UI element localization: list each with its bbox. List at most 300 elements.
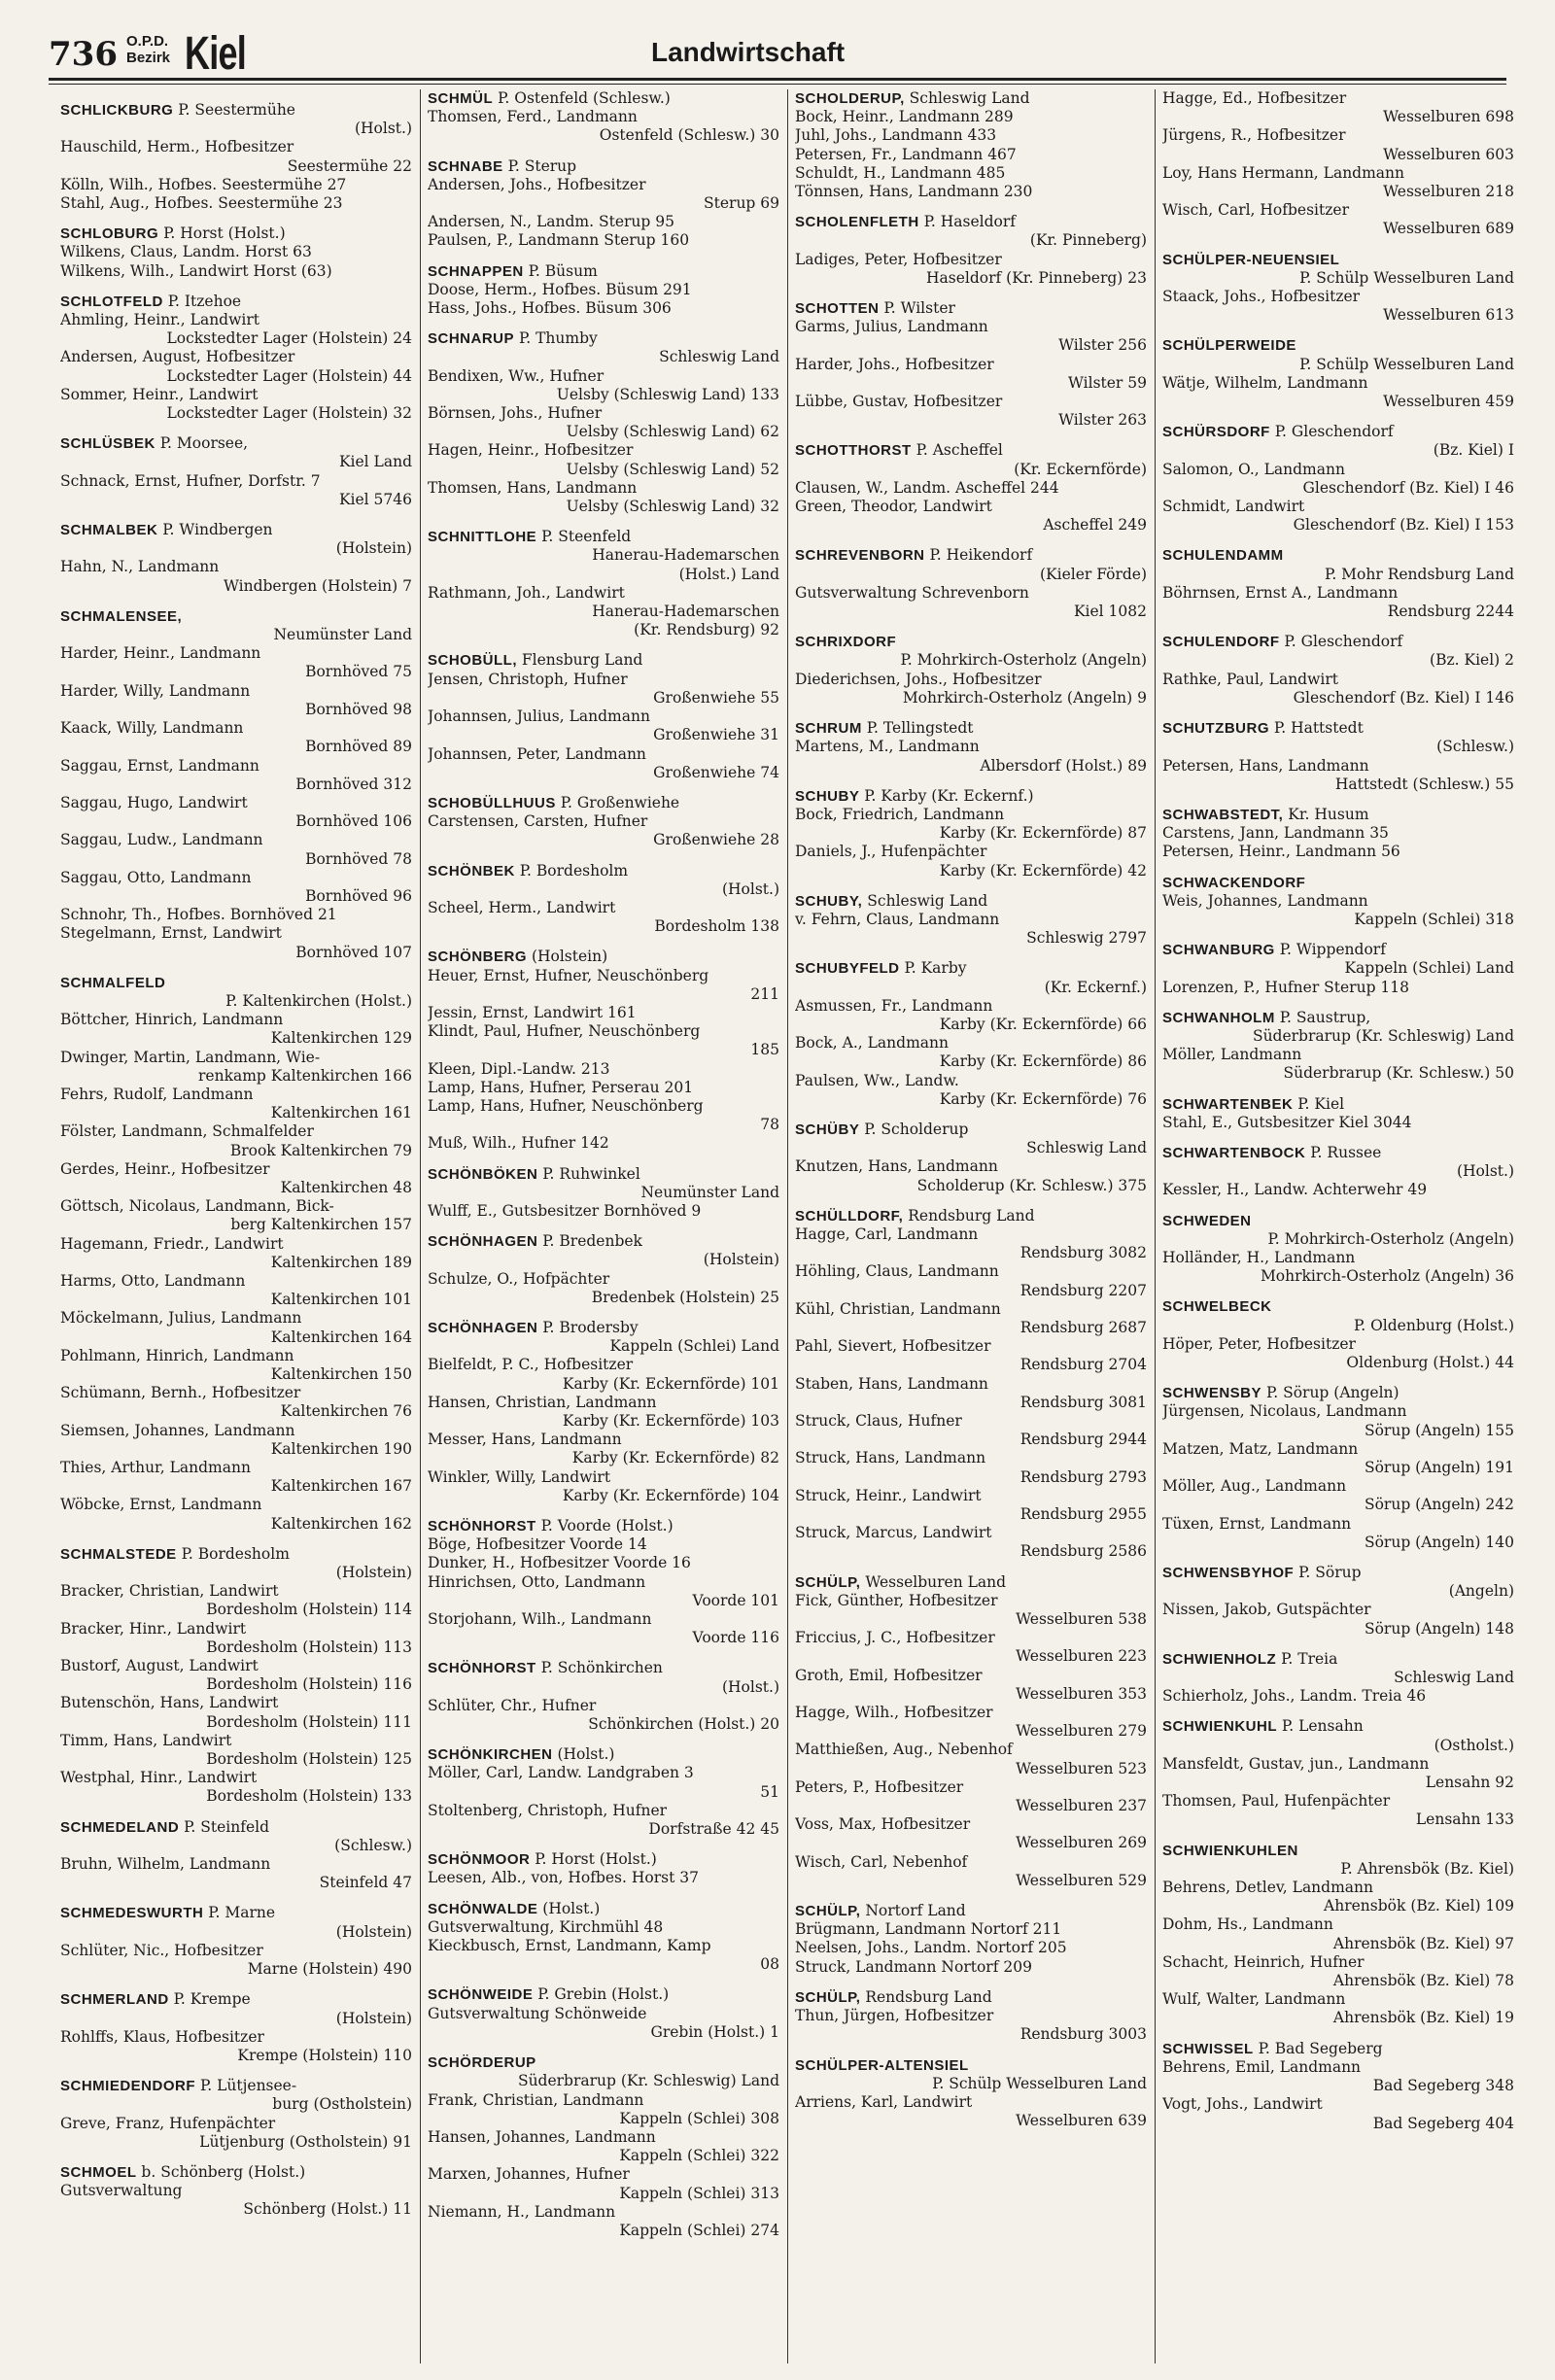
list-item <box>795 1592 1147 1629</box>
list-item <box>60 1011 412 1048</box>
list-item <box>1162 1477 1514 1514</box>
place-name: SCHRIXDORF <box>795 634 897 651</box>
entry-name: Butenschön, Hans, Landwirt <box>60 1694 279 1712</box>
entry-name: Saggau, Ernst, Landmann <box>60 756 259 775</box>
entry-phone: Wilster 256 <box>1058 336 1147 355</box>
entry-name: Rohlffs, Klaus, Hofbesitzer <box>60 2027 264 2046</box>
entry-name: Staack, Johs., Hofbesitzer <box>1162 288 1361 306</box>
post-office: P. Treia <box>1276 1649 1338 1668</box>
entry-phone: Lockstedter Lager (Holstein) 24 <box>166 329 412 348</box>
entry-name: Wätje, Wilhelm, Landmann <box>1162 373 1368 392</box>
post-office: P. Bredenbek <box>537 1232 642 1251</box>
place-heading <box>60 434 412 471</box>
list-item <box>60 1122 412 1159</box>
list-item <box>1162 1915 1514 1952</box>
place-name: SCHWENSBY <box>1162 1385 1262 1402</box>
post-office: Kr. Husum <box>1283 805 1369 823</box>
entry-phone: Wesselburen 269 <box>1016 1834 1147 1852</box>
list-item <box>1162 1440 1514 1477</box>
entry-name: Fölster, Landmann, Schmalfelder <box>60 1122 314 1141</box>
place-heading <box>428 1232 779 1269</box>
post-office: P. Großenwiehe <box>555 793 680 811</box>
place-name: SCHOLENFLETH <box>795 214 919 231</box>
place-heading <box>60 1990 412 2027</box>
place-name: SCHWENSBYHOF <box>1162 1565 1295 1582</box>
entry-name: Doose, Herm., Hofbes. Büsum 291 <box>428 280 692 298</box>
list-item <box>428 1802 779 1839</box>
place-heading <box>428 948 779 966</box>
entry-phone: Dorfstraße 42 45 <box>648 1820 779 1839</box>
place-name: SCHNAPPEN <box>428 262 524 280</box>
post-office: P. Sörup <box>1294 1564 1362 1582</box>
entry-name: Hass, Johs., Hofbes. Büsum 306 <box>428 299 672 318</box>
entry-phone: Schleswig 2797 <box>1026 929 1147 948</box>
place-name: SCHWIENHOLZ <box>1162 1650 1277 1668</box>
list-item <box>428 231 779 250</box>
entry-phone: Karby (Kr. Eckernförde) 76 <box>939 1089 1147 1108</box>
list-item <box>428 1022 779 1059</box>
entry-name: Böhrnsen, Ernst A., Landmann <box>1162 583 1399 602</box>
place-name: SCHMEDESWURTH <box>60 1905 204 1922</box>
entry-name: Stahl, E., Gutsbesitzer Kiel 3044 <box>1162 1113 1412 1131</box>
entry-phone: Lockstedter Lager (Holstein) 44 <box>166 366 412 385</box>
post-office: P. Steenfeld <box>536 528 632 546</box>
list-item <box>795 164 1147 183</box>
place-heading <box>795 719 1147 738</box>
entry-name: Wisch, Carl, Hofbesitzer <box>1162 201 1349 220</box>
place-heading <box>428 329 779 366</box>
entry-phone: Uelsby (Schleswig Land) 133 <box>556 385 779 403</box>
place-heading <box>60 607 412 644</box>
entry-name: Weis, Johannes, Landmann <box>1162 891 1368 910</box>
post-office: P. Sterup <box>502 156 577 175</box>
entry-name: Harder, Johs., Hofbesitzer <box>795 355 994 373</box>
entry-phone: Kappeln (Schlei) 274 <box>619 2221 779 2239</box>
place-heading <box>795 89 1147 108</box>
entry-phone: Uelsby (Schleswig Land) 62 <box>566 423 779 441</box>
entry-name: Pahl, Sievert, Hofbesitzer <box>795 1337 991 1356</box>
entry-phone: Bornhöved 78 <box>305 849 412 868</box>
post-office: P. Ruhwinkel <box>537 1164 640 1183</box>
place-name: SCHUBY, <box>795 892 863 910</box>
place-region: Kappeln (Schlei) Land <box>1344 959 1514 978</box>
list-item <box>1162 288 1514 325</box>
entry-name: Greve, Franz, Hufenpächter <box>60 2114 276 2132</box>
entry-name: Scheel, Herm., Landwirt <box>428 898 616 916</box>
entry-name: Böttcher, Hinrich, Landmann <box>60 1011 284 1029</box>
list-item <box>60 1235 412 1272</box>
place-name: SCHÜLLDORF, <box>795 1207 904 1224</box>
entry-phone: Windbergen (Holstein) 7 <box>223 576 412 595</box>
list-item <box>795 1375 1147 1412</box>
entry-name: Schümann, Bernh., Hofbesitzer <box>60 1384 301 1402</box>
list-item <box>60 311 412 348</box>
entry-phone: Rendsburg 2687 <box>1019 1318 1147 1336</box>
list-item <box>1162 201 1514 238</box>
entry-phone: Karby (Kr. Eckernförde) 104 <box>562 1486 779 1504</box>
entry-name: Muß, Wilh., Hufner 142 <box>428 1134 609 1153</box>
entry-name: Schuldt, H., Landmann 485 <box>795 163 1006 182</box>
entry-name: Hagen, Heinr., Hofbesitzer <box>428 441 634 460</box>
place-heading <box>795 1573 1147 1592</box>
page-number: 736 <box>49 35 118 74</box>
place-heading <box>60 1818 412 1855</box>
entry-name: Gerdes, Heinr., Hofbesitzer <box>60 1159 270 1178</box>
list-item <box>60 1197 412 1234</box>
place-region: (Holstein) <box>703 1251 779 1269</box>
entry-name: Tüxen, Ernst, Landmann <box>1162 1514 1352 1533</box>
post-office: P. Heikendorf <box>924 546 1033 565</box>
list-item <box>60 2028 412 2065</box>
list-item <box>1162 1687 1514 1706</box>
entry-phone: Gleschendorf (Bz. Kiel) I 46 <box>1302 478 1514 497</box>
place-name: SCHOTTHORST <box>795 442 912 460</box>
entry-phone: Rendsburg 2955 <box>1019 1505 1147 1524</box>
place-name: SCHWEDEN <box>1162 1212 1252 1229</box>
list-item <box>795 108 1147 126</box>
entry-phone: 185 <box>750 1041 779 1059</box>
post-office: P. Haseldorf <box>918 213 1016 231</box>
place-heading <box>1162 1212 1514 1249</box>
entry-phone: Süderbrarup (Kr. Schlesw.) 50 <box>1283 1064 1514 1083</box>
entry-name: Gutsverwaltung, Kirchmühl 48 <box>428 1917 664 1936</box>
entry-phone: Bad Segeberg 348 <box>1372 2077 1514 2095</box>
place-heading <box>428 1745 779 1764</box>
entry-name: Hagge, Wilh., Hofbesitzer <box>795 1704 993 1722</box>
entry-name: Wisch, Carl, Nebenhof <box>795 1852 968 1871</box>
entry-phone: Bornhöved 106 <box>295 812 412 831</box>
entry-name: Hagemann, Friedr., Landwirt <box>60 1234 284 1253</box>
post-office: P. Tellingstedt <box>861 719 974 738</box>
list-item <box>60 869 412 906</box>
entry-name: Rathmann, Joh., Landwirt <box>428 583 625 602</box>
entry-name: Saggau, Ludw., Landmann <box>60 831 263 849</box>
entry-phone: (Holst.) Land <box>678 565 779 583</box>
entry-phone: Wesselburen 353 <box>1016 1684 1147 1703</box>
entry-name: Lorenzen, P., Hufner Sterup 118 <box>1162 978 1410 996</box>
list-item <box>428 2165 779 2202</box>
entry-name: Stahl, Aug., Hofbes. Seestermühe 23 <box>60 194 343 213</box>
post-office: Schleswig Land <box>904 89 1030 107</box>
place-heading <box>1162 1095 1514 1114</box>
entry-name: Pohlmann, Hinrich, Landmann <box>60 1346 294 1364</box>
place-heading <box>795 1902 1147 1920</box>
post-office: P. Gleschendorf <box>1269 423 1394 441</box>
entry-phone: renkamp Kaltenkirchen 166 <box>198 1066 412 1085</box>
post-office: P. Bordesholm <box>514 861 629 880</box>
place-heading <box>795 1121 1147 1157</box>
place-heading <box>795 213 1147 250</box>
entry-phone: Bornhöved 312 <box>295 775 412 793</box>
entry-phone: Rendsburg 2244 <box>1387 603 1514 621</box>
entry-name: Andersen, N., Landm. Sterup 95 <box>428 213 674 231</box>
header-rule-thin <box>49 84 1506 85</box>
entry-name: Westphal, Hinr., Landwirt <box>60 1769 258 1787</box>
entry-name: Salomon, O., Landmann <box>1162 460 1345 478</box>
entry-phone: Gleschendorf (Bz. Kiel) I 153 <box>1293 516 1514 535</box>
post-office: P. Steinfeld <box>179 1817 269 1836</box>
place-heading <box>428 262 779 281</box>
entry-phone: Wilster 59 <box>1068 373 1147 392</box>
entry-phone: Bordesholm (Holstein) 111 <box>206 1712 412 1731</box>
place-name: SCHLOTFELD <box>60 293 163 310</box>
list-item <box>428 1937 779 1974</box>
list-item <box>1162 1792 1514 1829</box>
entry-name: Möller, Aug., Landmann <box>1162 1477 1347 1496</box>
post-office: P. Kiel <box>1293 1094 1345 1113</box>
entry-name: Diederichsen, Johs., Hofbesitzer <box>795 670 1042 688</box>
place-name: SCHÖNBEK <box>428 862 515 880</box>
place-name: SCHWANBURG <box>1162 942 1275 959</box>
place-name: SCHULENDAMM <box>1162 547 1284 565</box>
entry-name: Thun, Jürgen, Hofbesitzer <box>795 2007 994 2025</box>
place-region: Neumünster Land <box>273 626 412 644</box>
entry-name: Hansen, Johannes, Landmann <box>428 2127 656 2146</box>
list-item <box>60 194 412 213</box>
entry-name: Leesen, Alb., von, Hofbes. Horst 37 <box>428 1869 699 1887</box>
place-region: (Holstein) <box>335 1922 412 1941</box>
list-item <box>795 1704 1147 1741</box>
list-item <box>60 1086 412 1122</box>
place-region: P. Schülp Wesselburen Land <box>932 2074 1147 2092</box>
district-line-1: O.P.D. <box>126 33 169 50</box>
post-office: P. Russee <box>1305 1143 1382 1161</box>
place-region: P. Schülp Wesselburen Land <box>1299 355 1514 373</box>
list-item <box>60 2115 412 2152</box>
list-item <box>795 356 1147 393</box>
post-office: P. Thumby <box>514 329 598 348</box>
entry-phone: Wesselburen 603 <box>1383 145 1514 163</box>
place-name: SCHÖNHORST <box>428 1518 536 1535</box>
entry-phone: Rendsburg 2586 <box>1019 1542 1147 1561</box>
place-name: SCHWISSEL <box>1162 2040 1254 2057</box>
list-item <box>428 671 779 707</box>
entry-name: Gutsverwaltung <box>60 2182 183 2200</box>
entry-phone: Mohrkirch-Osterholz (Angeln) 36 <box>1260 1267 1514 1286</box>
entry-phone: Voorde 101 <box>692 1591 779 1609</box>
entry-name: Carstensen, Carsten, Hufner <box>428 812 648 831</box>
column-divider <box>787 89 788 2363</box>
place-heading <box>1162 1009 1514 1046</box>
entry-name: Johannsen, Julius, Landmann <box>428 707 650 726</box>
place-name: SCHÜLPER-ALTENSIEL <box>795 2056 969 2074</box>
entry-name: Loy, Hans Hermann, Landmann <box>1162 163 1404 182</box>
entry-name: Niemann, H., Landmann <box>428 2202 616 2221</box>
entry-phone: Kaltenkirchen 101 <box>270 1291 412 1309</box>
entry-name: Struck, Landmann Nortorf 209 <box>795 1957 1032 1976</box>
place-name: SCHMALBEK <box>60 522 158 539</box>
place-name: SCHMALFELD <box>60 974 166 991</box>
entry-name: Struck, Hans, Landmann <box>795 1449 986 1467</box>
list-item <box>795 1157 1147 1194</box>
entry-phone: Wesselburen 279 <box>1016 1722 1147 1741</box>
entry-name: Schulze, O., Hofpächter <box>428 1269 610 1288</box>
entry-name: Möckelmann, Julius, Landmann <box>60 1309 302 1328</box>
place-heading <box>1162 423 1514 460</box>
place-name: SCHÜLPER-NEUENSIEL <box>1162 251 1340 268</box>
list-item <box>60 1347 412 1384</box>
place-region: (Bz. Kiel) 2 <box>1430 651 1514 670</box>
place-name: SCHLOBURG <box>60 225 159 243</box>
list-item <box>1162 824 1514 843</box>
entry-name: Petersen, Fr., Landmann 467 <box>795 145 1017 163</box>
place-name: SCHREVENBORN <box>795 547 925 565</box>
post-office: P. Hattstedt <box>1269 719 1364 738</box>
entry-name: Andersen, Johs., Hofbesitzer <box>428 175 646 193</box>
entry-name: v. Fehrn, Claus, Landmann <box>795 910 1000 928</box>
post-office: P. Bad Segeberg <box>1253 2039 1383 2057</box>
entry-phone: Großenwiehe 74 <box>653 763 779 781</box>
entry-name: Schierholz, Johs., Landm. Treia 46 <box>1162 1687 1427 1706</box>
place-heading <box>795 441 1147 478</box>
entry-phone: Bordesholm (Holstein) 116 <box>206 1675 412 1694</box>
list-item <box>60 1384 412 1421</box>
entry-name: Groth, Emil, Hofbesitzer <box>795 1666 983 1684</box>
post-office: (Holst.) <box>537 1899 601 1917</box>
place-heading <box>1162 1384 1514 1402</box>
list-item <box>1162 1990 1514 2027</box>
list-item <box>795 1778 1147 1815</box>
list-item <box>428 108 779 145</box>
place-name: SCHWABSTEDT, <box>1162 806 1284 823</box>
place-heading <box>428 1850 779 1869</box>
entry-name: Schnack, Ernst, Hufner, Dorfstr. 7 <box>60 471 321 490</box>
place-name: SCHRUM <box>795 720 862 738</box>
entry-phone: Wesselburen 237 <box>1016 1797 1147 1815</box>
entry-name: Matthießen, Aug., Nebenhof <box>795 1741 1013 1759</box>
entry-name: Staben, Hans, Landmann <box>795 1374 988 1393</box>
column-4 <box>1162 89 1514 2363</box>
list-item <box>60 138 412 175</box>
place-region: P. Kaltenkirchen (Holst.) <box>225 991 412 1010</box>
list-item <box>795 1853 1147 1890</box>
entry-name: Thomsen, Hans, Landmann <box>428 478 638 497</box>
place-name: SCHNARUP <box>428 330 515 348</box>
place-region: burg (Ostholstein) <box>272 2095 412 2114</box>
entry-phone: Kiel 1082 <box>1073 603 1147 621</box>
entry-name: Jessin, Ernst, Landwirt 161 <box>428 1003 637 1021</box>
entry-name: Ladiges, Peter, Hofbesitzer <box>795 250 1002 268</box>
list-item <box>428 441 779 478</box>
entry-name: Schmidt, Landwirt <box>1162 498 1305 516</box>
entry-name: Ahmling, Heinr., Landwirt <box>60 311 259 329</box>
list-item <box>1162 1953 1514 1990</box>
entry-name: Wöbcke, Ernst, Landmann <box>60 1496 262 1514</box>
entry-phone: Rendsburg 2207 <box>1019 1281 1147 1299</box>
list-item <box>428 299 779 318</box>
entry-name: Schacht, Heinrich, Hufner <box>1162 1952 1365 1971</box>
entry-phone: Wesselburen 223 <box>1016 1647 1147 1666</box>
list-item <box>428 1097 779 1134</box>
entry-phone: Kaltenkirchen 129 <box>270 1029 412 1048</box>
entry-name: Behrens, Emil, Landmann <box>1162 2057 1362 2076</box>
entry-phone: Großenwiehe 31 <box>653 726 779 744</box>
list-item <box>428 584 779 621</box>
city-name: Kiel <box>185 28 247 80</box>
entry-phone: Kaltenkirchen 189 <box>270 1253 412 1271</box>
list-item <box>60 1309 412 1346</box>
place-name: SCHÖNHAGEN <box>428 1319 538 1336</box>
entry-name: Lamp, Hans, Hufner, Neuschönberg <box>428 1096 704 1115</box>
entry-phone: Karby (Kr. Eckernförde) 82 <box>571 1449 779 1467</box>
list-item <box>1162 1601 1514 1638</box>
list-item <box>1162 89 1514 126</box>
entry-phone: Kaltenkirchen 76 <box>280 1402 412 1421</box>
place-region: (Holst.) <box>1456 1162 1514 1181</box>
entry-phone: Voorde 116 <box>692 1629 779 1647</box>
place-heading <box>60 974 412 1011</box>
entry-phone: Sörup (Angeln) 148 <box>1364 1619 1514 1638</box>
list-item <box>1162 584 1514 621</box>
list-item <box>795 1072 1147 1109</box>
entry-name: Möller, Landmann <box>1162 1046 1302 1064</box>
list-item <box>428 1610 779 1647</box>
entry-phone: Wesselburen 639 <box>1016 2112 1147 2130</box>
list-item <box>428 707 779 744</box>
section-title: Landwirtschaft <box>651 37 846 67</box>
entry-phone: Albersdorf (Holst.) 89 <box>980 756 1147 775</box>
entry-name: Timm, Hans, Landwirt <box>60 1731 232 1749</box>
entry-name: Schlüter, Chr., Hufner <box>428 1696 597 1714</box>
entry-name: Jürgensen, Nicolaus, Landmann <box>1162 1402 1407 1421</box>
entry-name: Matzen, Matz, Landmann <box>1162 1439 1359 1458</box>
place-region: (Kieler Förde) <box>1039 565 1147 583</box>
entry-phone: Bad Segeberg 404 <box>1372 2114 1514 2132</box>
entry-name: Kleen, Dipl.-Landw. 213 <box>428 1059 610 1078</box>
entry-name: Kessler, H., Landw. Achterwehr 49 <box>1162 1181 1428 1199</box>
place-heading <box>1162 1842 1514 1879</box>
place-region: Neumünster Land <box>640 1183 779 1201</box>
entry-name: Klindt, Paul, Hufner, Neuschönberg <box>428 1022 701 1041</box>
entry-name: Storjohann, Wilh., Landmann <box>428 1610 652 1629</box>
list-item <box>1162 671 1514 707</box>
place-heading <box>60 293 412 311</box>
entry-phone: Karby (Kr. Eckernförde) 66 <box>939 1015 1147 1033</box>
entry-name: Petersen, Heinr., Landmann 56 <box>1162 843 1400 861</box>
entry-name: Hauschild, Herm., Hofbesitzer <box>60 138 294 156</box>
list-item <box>795 1667 1147 1704</box>
place-name: SCHOBÜLL, <box>428 652 517 670</box>
entry-name: Fehrs, Rudolf, Landmann <box>60 1085 254 1103</box>
entry-name: Friccius, J. C., Hofbesitzer <box>795 1629 995 1647</box>
entry-phone: Sörup (Angeln) 242 <box>1364 1496 1514 1514</box>
entry-phone: Lensahn 92 <box>1425 1774 1514 1792</box>
entry-name: Struck, Claus, Hufner <box>795 1412 962 1430</box>
list-item <box>795 479 1147 498</box>
entry-name: Dunker, H., Hofbesitzer Voorde 16 <box>428 1554 691 1572</box>
post-office: P. Ostenfeld (Schlesw.) <box>493 89 671 107</box>
place-heading <box>1162 941 1514 978</box>
place-region: (Angeln) <box>1448 1582 1514 1601</box>
place-heading <box>1162 874 1514 892</box>
entry-phone: Wesselburen 538 <box>1016 1610 1147 1629</box>
place-region: Schleswig Land <box>1026 1139 1147 1157</box>
place-heading <box>795 1988 1147 2007</box>
entry-name: Stegelmann, Ernst, Landwirt <box>60 924 282 943</box>
place-heading <box>428 794 779 812</box>
post-office: P. Horst (Holst.) <box>158 224 286 243</box>
entry-name: Marxen, Johannes, Hufner <box>428 2165 630 2184</box>
post-office: (Holstein) <box>527 948 608 966</box>
entry-phone: Bornhöved 98 <box>305 700 412 718</box>
entry-phone: 211 <box>750 984 779 1003</box>
entry-name: Paulsen, Ww., Landw. <box>795 1071 959 1089</box>
entry-name: Wilkens, Claus, Landm. Horst 63 <box>60 243 312 261</box>
entry-phone: Rendsburg 3082 <box>1019 1244 1147 1262</box>
place-name: SCHWELBECK <box>1162 1298 1272 1316</box>
place-heading <box>795 959 1147 996</box>
entry-name: Schlüter, Nic., Hofbesitzer <box>60 1941 263 1959</box>
